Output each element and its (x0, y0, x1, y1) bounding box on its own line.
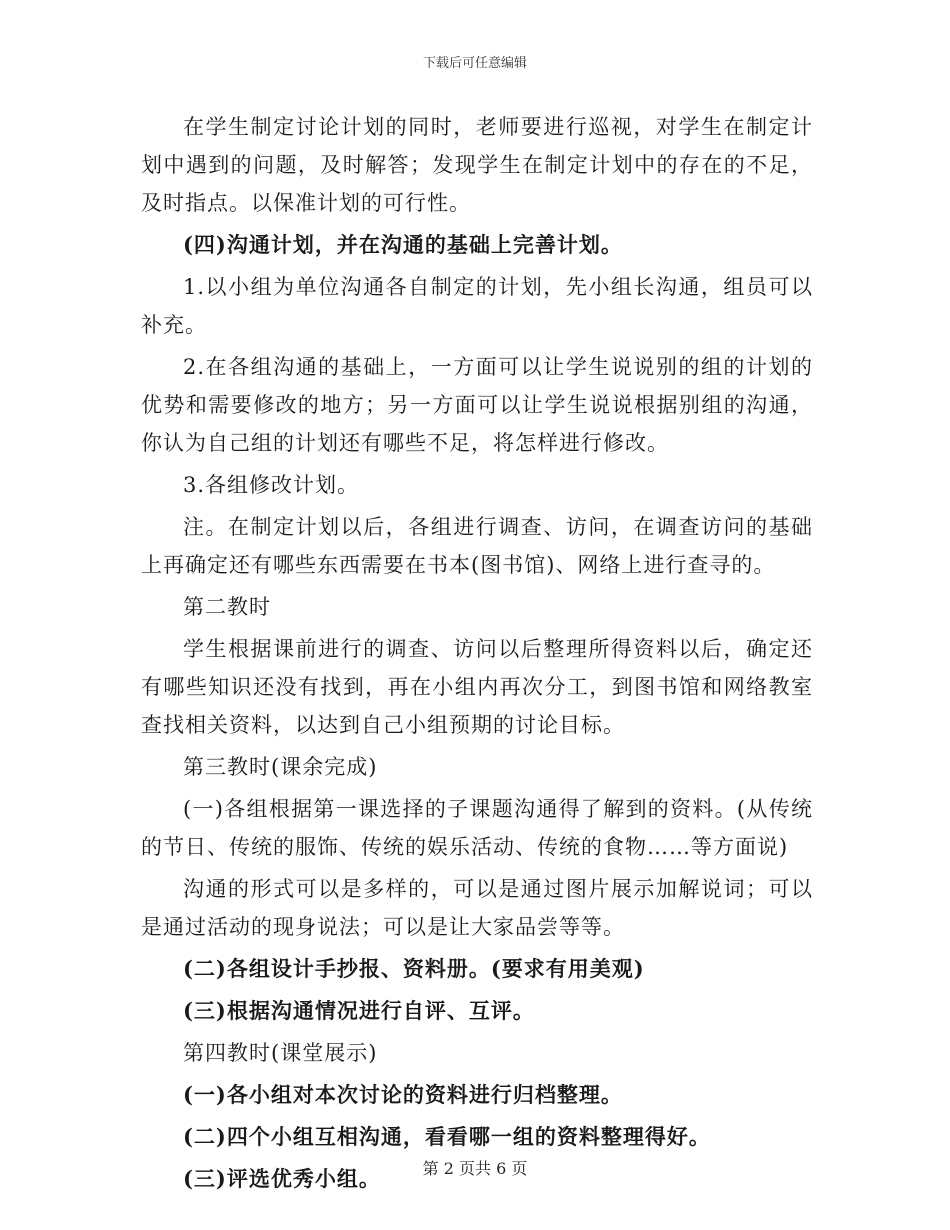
document-body (141, 108, 813, 1198)
lesson-heading: 第二教时 (183, 595, 271, 619)
section-heading: (一)各小组对本次讨论的资料进行归档整理。 (183, 1082, 623, 1107)
section-heading: (三)评选优秀小组。 (183, 1166, 381, 1191)
lesson-heading: 第三教时(课余完成) (183, 755, 378, 779)
section-heading: (三)根据沟通情况进行自评、互评。 (183, 998, 535, 1023)
paragraph: 沟通的形式可以是多样的，可以是通过图片展示加解说词；可以是通过活动的现身说法；可以是让大家品尝等等。 (141, 877, 813, 939)
paragraph: 1.以小组为单位沟通各自制定的计划，先小组长沟通，组员可以补充。 (141, 275, 813, 337)
section-heading: (二)四个小组互相沟通，看看哪一组的资料整理得好。 (183, 1124, 711, 1149)
paragraph: 2.在各组沟通的基础上，一方面可以让学生说说别的组的计划的优势和需要修改的地方；另一方面可以让学生说说根据别组的沟通，你认为自己组的计划还有哪些不足，将怎样进行修改。 (141, 355, 813, 455)
lesson-heading: 第四教时(课堂展示) (183, 1041, 378, 1065)
paragraph: 3.各组修改计划。 (183, 473, 360, 497)
paragraph: 学生根据课前进行的调查、访问以后整理所得资料以后，确定还有哪些知识还没有找到，再在小组内再次分工，到图书馆和网络教室查找相关资料，以达到自己小组预期的讨论目标。 (141, 637, 813, 737)
paragraph: 注。在制定计划以后，各组进行调查、访问，在调查访问的基础上再确定还有哪些东西需要在书本(图书馆)、网络上进行查寻的。 (141, 515, 813, 577)
section-heading: (四)沟通计划，并在沟通的基础上完善计划。 (183, 232, 623, 257)
page-header: 下载后可任意编辑 (422, 56, 527, 71)
paragraph: 在学生制定讨论计划的同时，老师要进行巡视，对学生在制定计划中遇到的问题，及时解答；发现学生在制定计划中的存在的不足，及时指点。以保准计划的可行性。 (141, 115, 813, 215)
page-footer: 第 2 页共 6 页 (422, 1159, 528, 1178)
paragraph: (一)各组根据第一课选择的子课题沟通得了解到的资料。(从传统的节日、传统的服饰、传统的娱乐活动、传统的食物……等方面说) (141, 797, 813, 859)
section-heading: (二)各组设计手抄报、资料册。(要求有用美观) (183, 956, 645, 981)
